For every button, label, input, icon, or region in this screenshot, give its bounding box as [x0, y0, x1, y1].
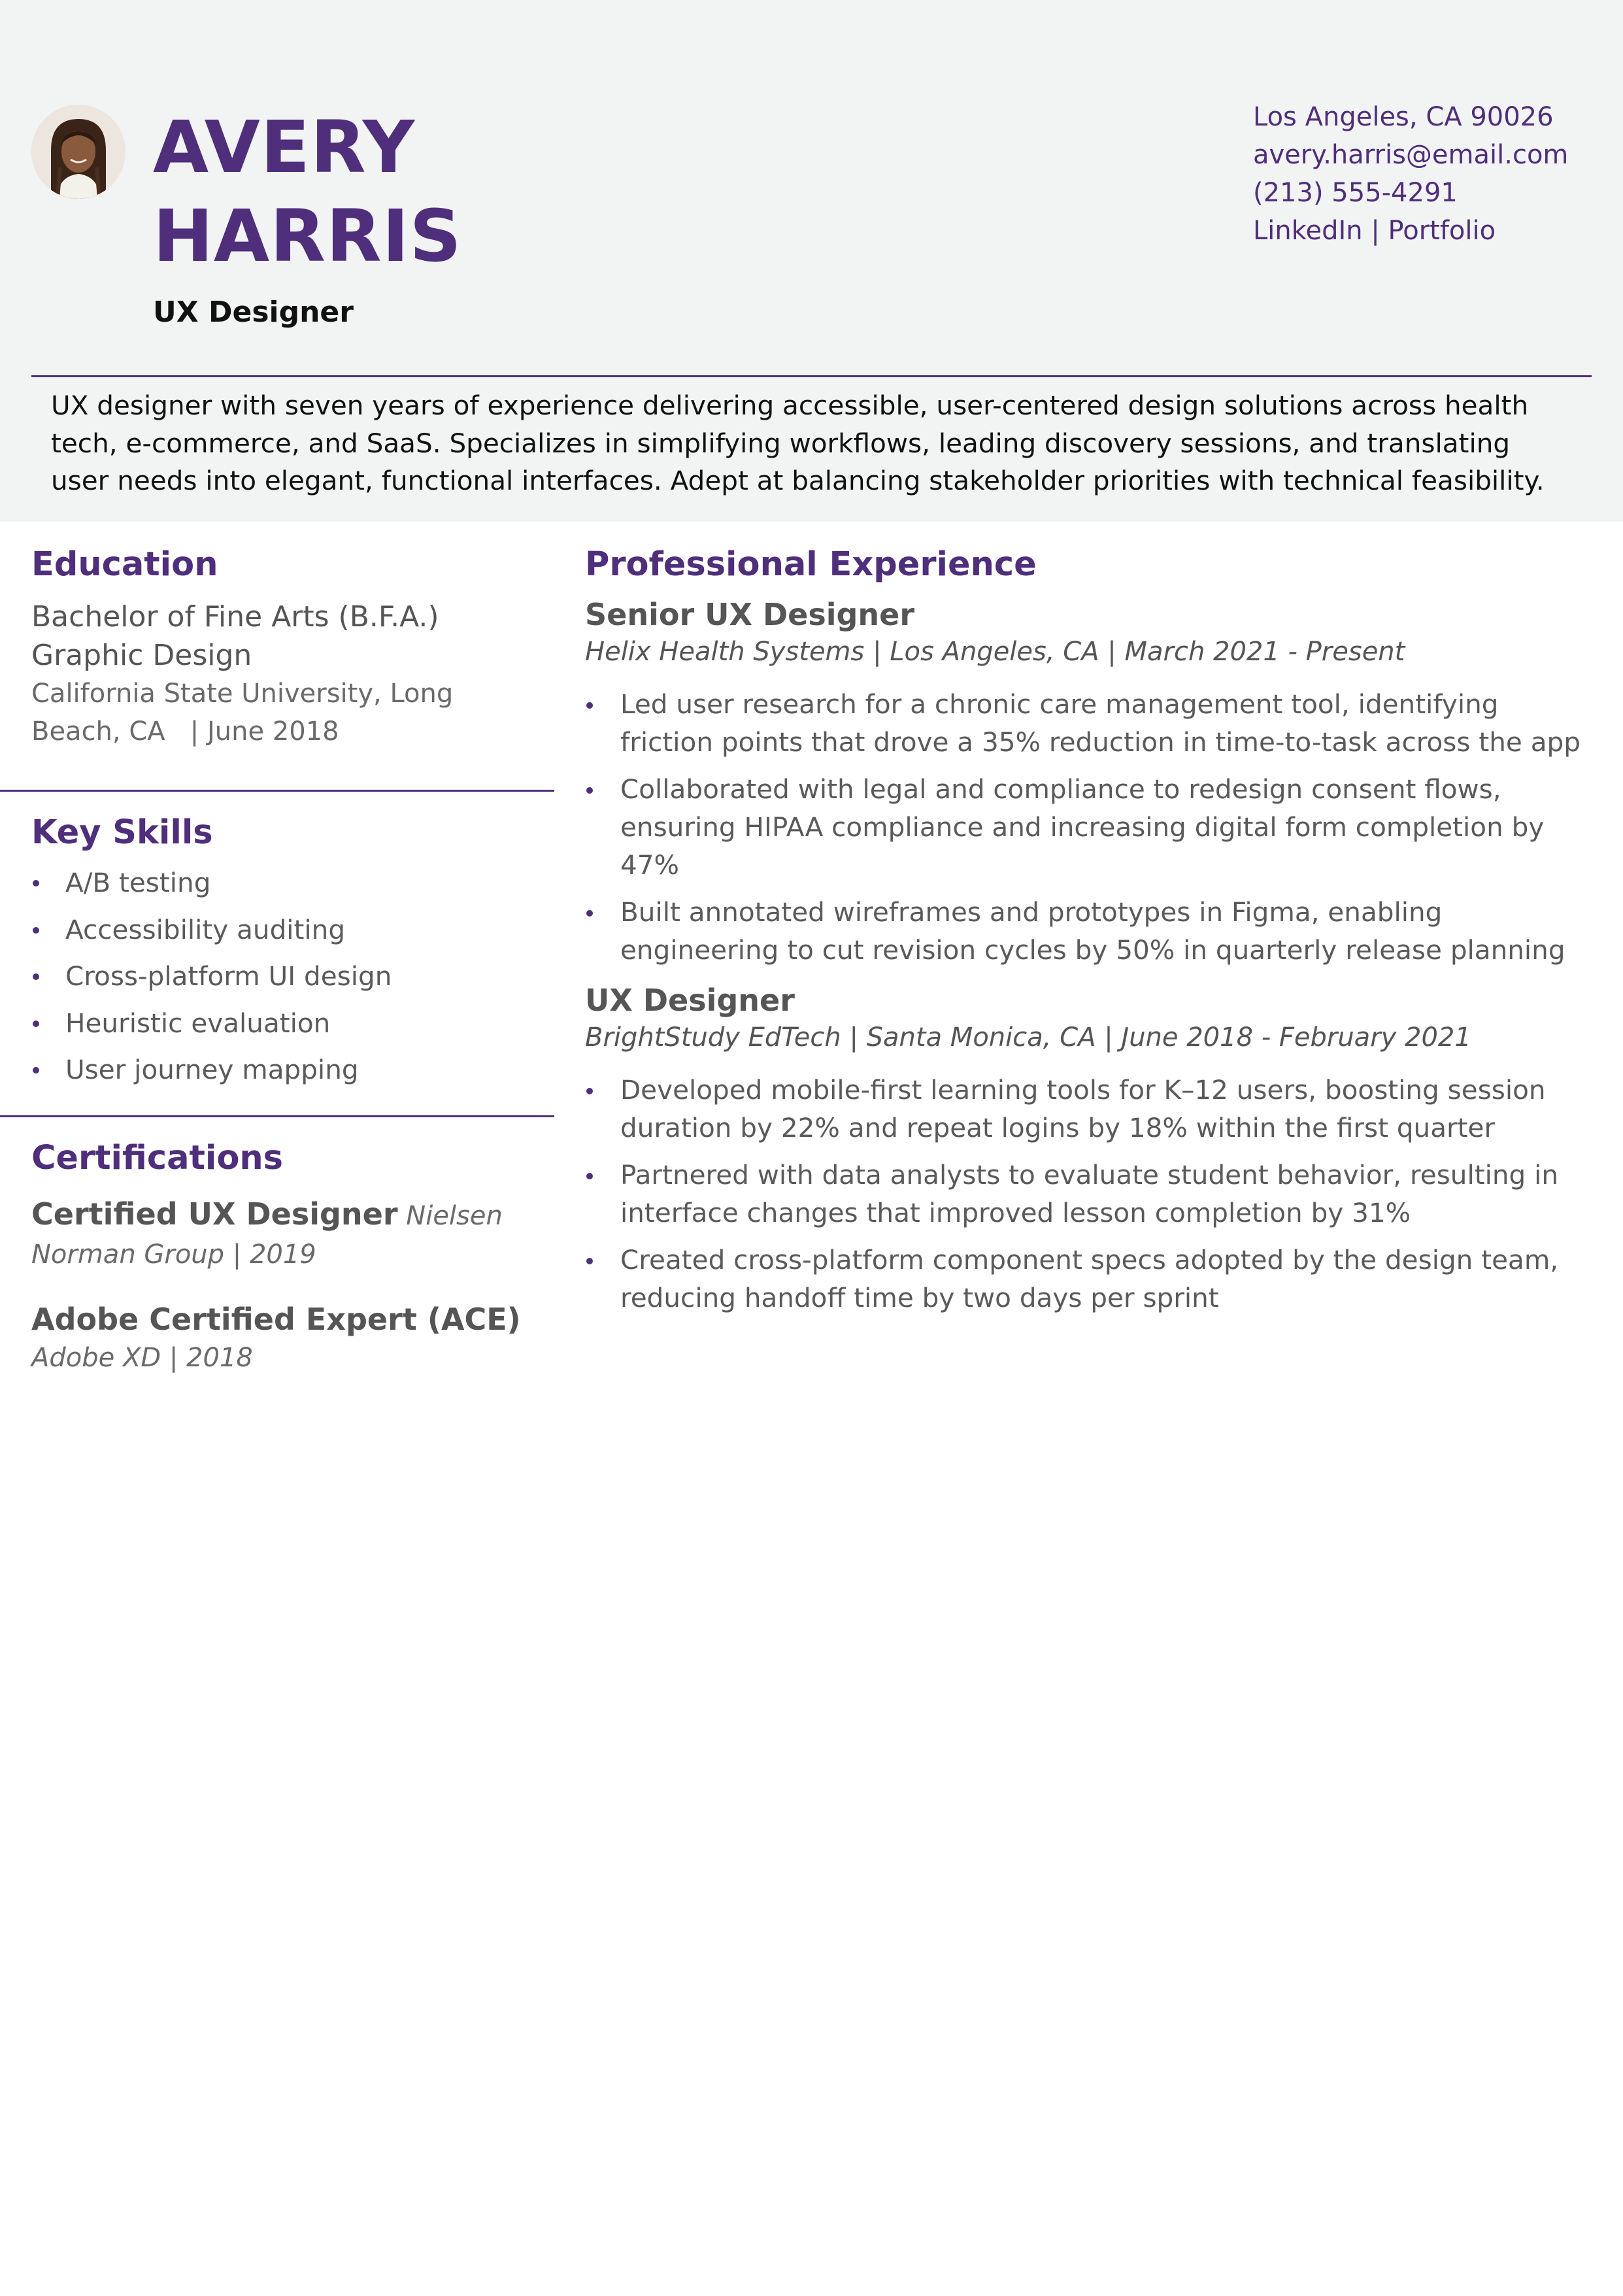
school-separator: | — [165, 717, 207, 747]
job-bullet: Partnered with data analysts to evaluate student behavior, resulting in interface changes that improved lesson completion by 31% — [585, 1156, 1595, 1232]
school-location: Beach, CA — [31, 717, 165, 747]
certifications-heading: Certifications — [31, 1139, 284, 1177]
job-meta: BrightStudy EdTech | Santa Monica, CA | June 2018 - February 2021 — [585, 1022, 1471, 1053]
bullet-icon — [33, 973, 39, 980]
cert-name: Adobe Certified Expert (ACE) — [31, 1302, 521, 1337]
bullet-icon — [586, 787, 593, 794]
bullet-icon — [33, 1021, 39, 1027]
skill-item: A/B testing — [31, 860, 548, 907]
contact-phone: (213) 555-4291 — [1253, 178, 1458, 208]
contact-location: Los Angeles, CA 90026 — [1253, 102, 1554, 132]
header-band — [0, 0, 1623, 522]
bullet-icon — [586, 1173, 593, 1179]
job-role: Senior UX Designer — [585, 597, 915, 632]
skill-item: Heuristic evaluation — [31, 1000, 548, 1047]
first-name: AVERY — [153, 105, 416, 189]
left-column — [31, 540, 548, 1373]
cert-issuer-date: Norman Group | 2019 — [31, 1240, 316, 1270]
education-school — [31, 675, 548, 751]
job-entry — [585, 982, 1595, 1317]
certification-item — [31, 1195, 548, 1274]
contact-email[interactable]: avery.harris@email.com — [1253, 140, 1569, 170]
job-entry — [585, 596, 1595, 969]
left-divider-2 — [0, 1115, 554, 1117]
last-name: HARRIS — [153, 194, 462, 278]
job-bullet: Built annotated wireframes and prototypes in Figma, enabling engineering to cut revision cycles by 50% in quarterly release planning — [585, 893, 1595, 969]
job-bullet-list — [585, 1071, 1595, 1317]
school-line-2 — [31, 713, 548, 751]
bullet-icon — [586, 702, 593, 709]
job-title: UX Designer — [153, 295, 354, 329]
skill-item: User journey mapping — [31, 1047, 548, 1094]
job-role: UX Designer — [585, 983, 795, 1018]
experience-heading: Professional Experience — [585, 545, 1037, 584]
job-bullet: Developed mobile-first learning tools for K–12 users, boosting session duration by 22% and repeat logins by 18% within the first quarter — [585, 1071, 1595, 1147]
job-bullet: Collaborated with legal and compliance to redesign consent flows, ensuring HIPAA compliance and increasing digital form completion by 47% — [585, 770, 1595, 884]
bullet-icon — [586, 1258, 593, 1264]
degree-line-2: Graphic Design — [31, 639, 252, 672]
left-divider-1 — [0, 790, 554, 792]
bullet-icon — [33, 927, 39, 934]
bullet-icon — [33, 880, 39, 886]
job-bullet: Led user research for a chronic care management tool, identifying friction points that drove a 35% reduction in time-to-task across the app — [585, 685, 1595, 761]
contact-block — [1253, 98, 1593, 250]
bullet-icon — [586, 910, 593, 917]
school-line-1: California State University, Long — [31, 679, 454, 709]
avatar — [31, 105, 125, 199]
cert-issuer: Nielsen — [406, 1201, 503, 1231]
education-date: June 2018 — [207, 717, 339, 747]
education-heading: Education — [31, 545, 218, 584]
cert-issuer-date: Adobe XD | 2018 — [31, 1343, 253, 1373]
skills-heading: Key Skills — [31, 813, 213, 852]
job-meta: Helix Health Systems | Los Angeles, CA | March 2021 - Present — [585, 637, 1405, 667]
avatar-photo-icon — [31, 105, 125, 199]
bullet-icon — [586, 1088, 593, 1094]
skill-item: Accessibility auditing — [31, 907, 548, 954]
job-bullet-list — [585, 685, 1595, 969]
right-column — [585, 540, 1595, 1326]
degree-line-1: Bachelor of Fine Arts (B.F.A.) — [31, 600, 439, 633]
bullet-icon — [33, 1067, 39, 1073]
education-degree — [31, 598, 548, 675]
job-bullet: Created cross-platform component specs adopted by the design team, reducing handoff time by two days per sprint — [585, 1241, 1595, 1317]
header-divider — [31, 375, 1592, 377]
summary-text: UX designer with seven years of experience delivering accessible, user-centered design solutions across health tech, e-commerce, and SaaS. Specializes in simplifying workflows, leading discovery sessions, and translating user needs into elegant, functional interfaces. Adept at balancing stakeholder priorities with technical feasibility. — [51, 390, 1545, 496]
cert-name: Certified UX Designer — [31, 1196, 398, 1232]
skills-list — [31, 860, 548, 1094]
certification-item — [31, 1300, 548, 1377]
contact-links[interactable]: LinkedIn | Portfolio — [1253, 216, 1496, 246]
skill-item: Cross-platform UI design — [31, 953, 548, 1000]
